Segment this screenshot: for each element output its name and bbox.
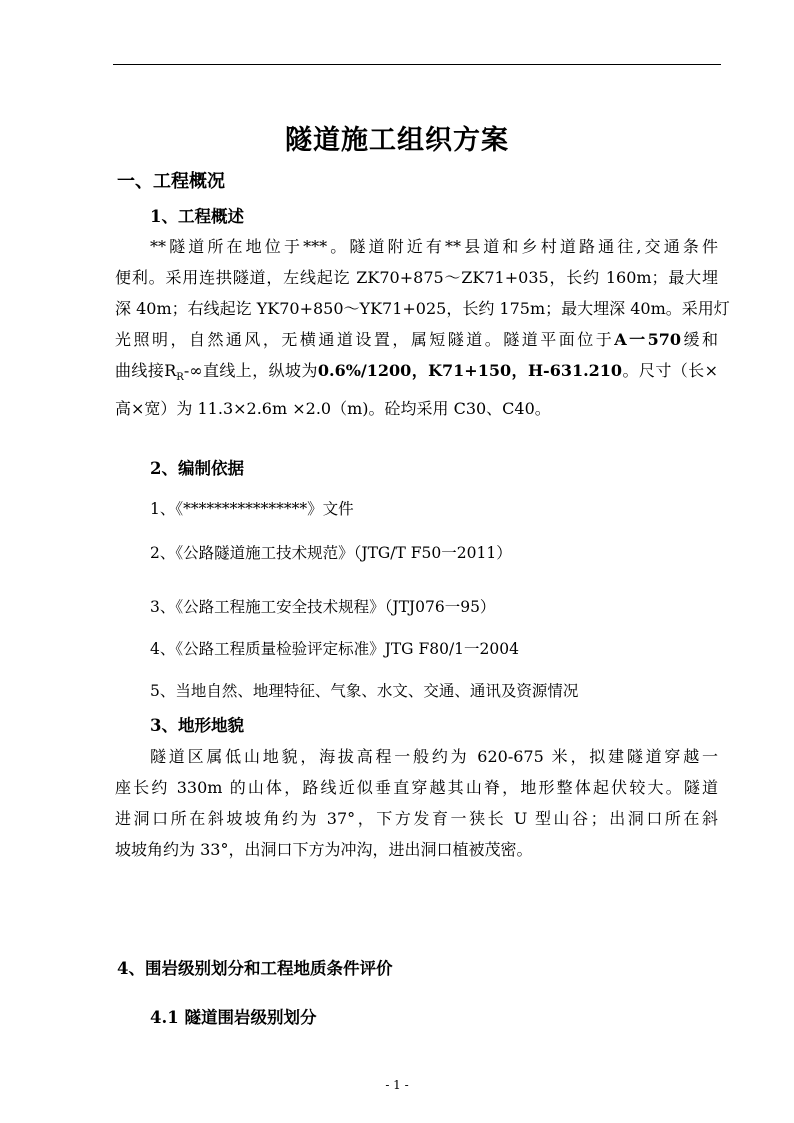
paragraph-line: 深 40m；右线起讫 YK70+850～YK71+025，长约 175m；最大埋深 40m。采用灯: [115, 299, 730, 318]
paragraph-line: [115, 324, 718, 355]
subsection-heading-rock-grade-division: 4.1 隧道围岩级别划分: [150, 1008, 317, 1027]
paragraph-line: 座长约 330m 的山体，路线近似垂直穿越其山脊，地形整体起伏较大。隧道: [115, 778, 718, 797]
subsection-heading-basis: 2、编制依据: [150, 459, 244, 478]
text-span: -∞直线上，纵坡为: [183, 361, 318, 380]
page-number: - 1 -: [385, 1078, 409, 1092]
radius-symbol: R: [164, 361, 177, 380]
subsection-heading-terrain: 3、地形地貌: [150, 716, 244, 735]
paragraph-terrain: [115, 741, 718, 865]
paragraph-line: **隧道所在地位于***。隧道附近有**县道和乡村道路通往,交通条件: [150, 237, 718, 256]
paragraph-line: 进洞口所在斜坡坡角约为 37°，下方发育一狭长 U 型山谷；出洞口所在斜: [115, 809, 718, 828]
reference-item: 4、《公路工程质量检验评定标准》JTG F80/1一2004: [150, 640, 519, 658]
reference-item: 3、《公路工程施工安全技术规程》（JTJ076一95）: [150, 598, 496, 616]
text-span: 光照明，自然通风，无横通道设置，属短隧道。隧道平面位于: [115, 330, 615, 349]
subsection-heading-summary: 1、工程概述: [150, 207, 244, 226]
paragraph-line: 坡坡角约为 33°，出洞口下方为冲沟，进出洞口植被茂密。: [115, 840, 533, 859]
section-heading-overview: 一、工程概况: [117, 171, 225, 192]
paragraph-line: 高×宽）为 11.3×2.6m ×2.0（m)。砼均采用 C30、C40。: [115, 399, 551, 419]
text-span: 缓和: [681, 330, 718, 349]
reference-item: 5、当地自然、地理特征、气象、水文、交通、通讯及资源情况: [150, 682, 579, 700]
paragraph-line: [115, 355, 718, 393]
document-title: 隧道施工组织方案: [285, 125, 509, 156]
curve-spec: A一570: [614, 330, 681, 349]
header-rule: [113, 64, 721, 65]
radius-subscript: R: [176, 372, 184, 384]
paragraph-project-summary: [115, 231, 730, 424]
gradient-spec: 0.6%/1200，K71+150，H-631.210: [317, 361, 623, 380]
paragraph-line: 便利。采用连拱隧道，左线起讫 ZK70+875～ZK71+035，长约 160m；最大埋: [115, 268, 718, 287]
reference-item: 2、《公路隧道施工技术规范》（JTG/T F50一2011）: [150, 544, 512, 562]
text-span: 曲线接: [115, 361, 165, 380]
paragraph-line: 隧道区属低山地貌，海拔高程一般约为 620-675 米，拟建隧道穿越一: [150, 747, 718, 766]
reference-item: 1、《****************》文件: [150, 500, 354, 518]
subsection-heading-rock-grade: 4、围岩级别划分和工程地质条件评价: [117, 959, 393, 978]
text-span: 。尺寸（长×: [622, 361, 718, 380]
